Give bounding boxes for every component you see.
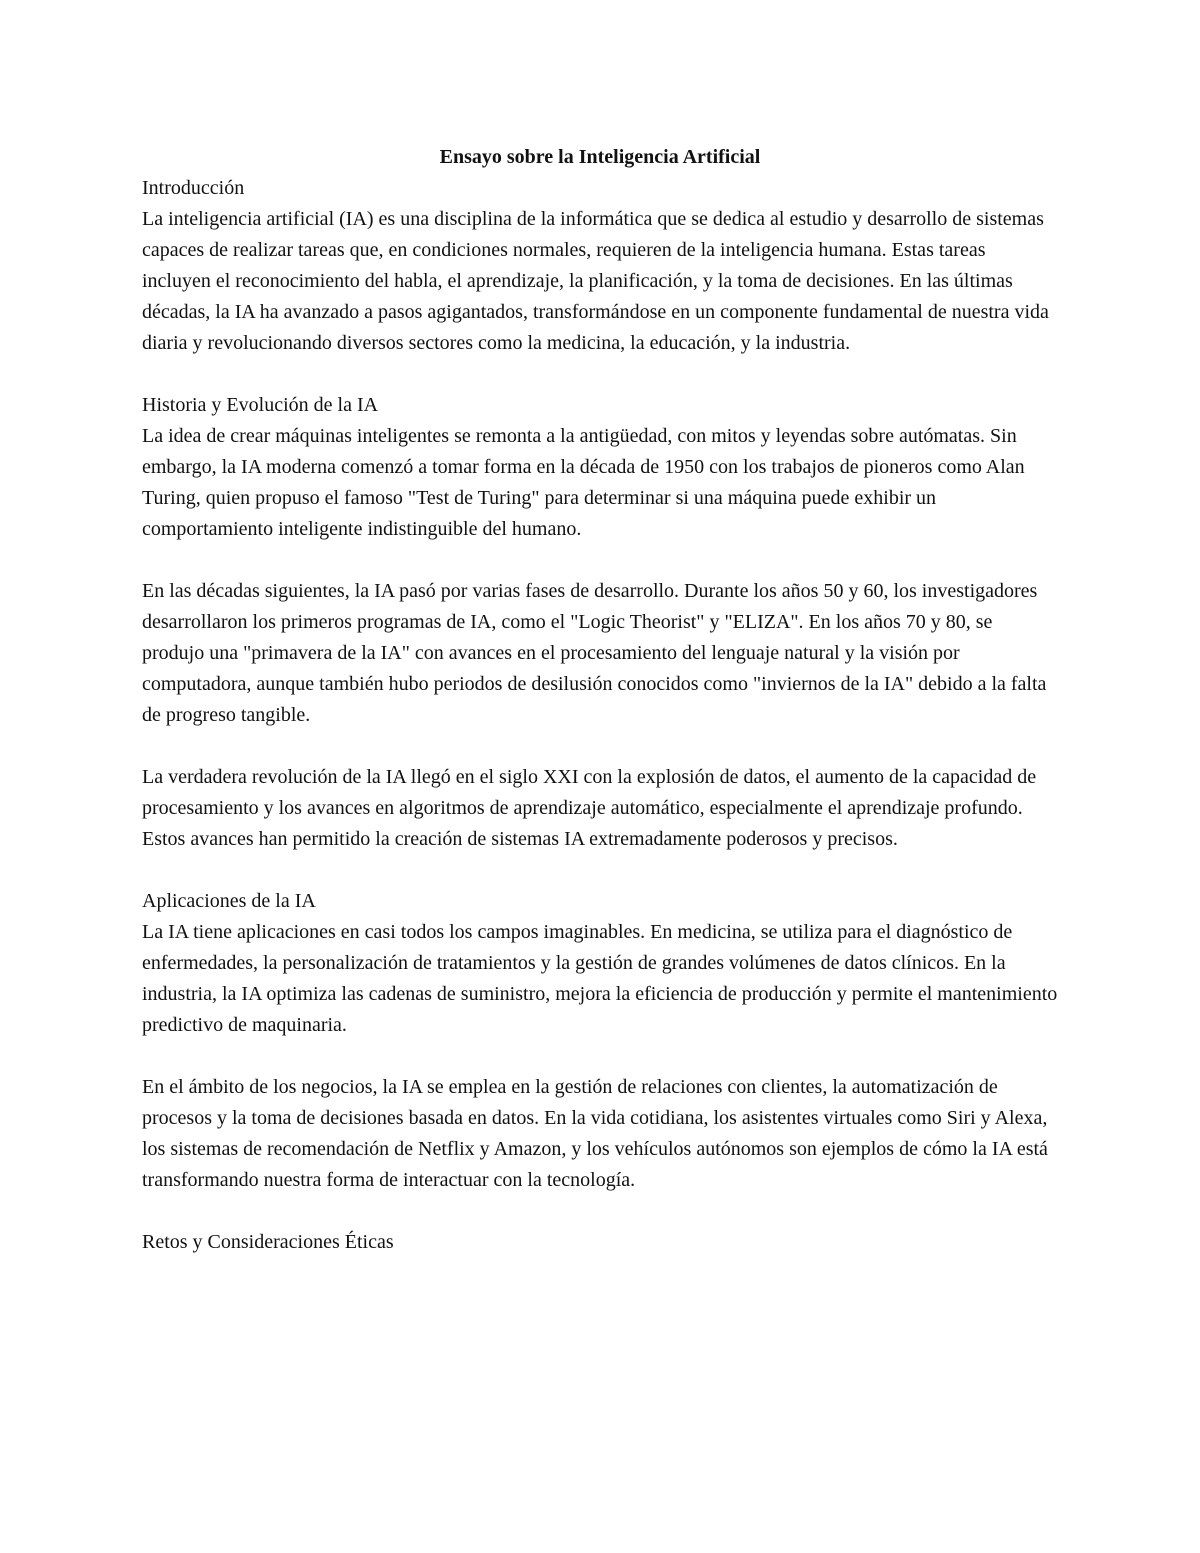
section-heading-introduccion: Introducción (142, 177, 245, 199)
paragraph-historia-1: La idea de crear máquinas inteligentes se remonta a la antigüedad, con mitos y leyendas sobre autómatas. Sin embargo, la IA moderna comenzó a tomar forma en la década de 1950 con los trabajos de pioneros como Alan Turing, quien propuso el famoso "Test de Turing" para determinar si una máquina puede exhibir un comportamiento inteligente indistinguible del humano. (142, 425, 1025, 540)
section-heading-historia: Historia y Evolución de la IA (142, 394, 379, 416)
paragraph-introduccion: La inteligencia artificial (IA) es una disciplina de la informática que se dedica al estudio y desarrollo de sistemas capaces de realizar tareas que, en condiciones normales, requieren de la inteligencia humana. Estas tareas incluyen el reconocimiento del habla, el aprendizaje, la planificación, y la toma de decisiones. En las últimas décadas, la IA ha avanzado a pasos agigantados, transformándose en un componente fundamental de nuestra vida diaria y revolucionando diversos sectores como la medicina, la educación, y la industria. (142, 208, 1049, 354)
paragraph-spacer (142, 545, 1058, 576)
paragraph-spacer (142, 359, 1058, 390)
paragraph-spacer (142, 855, 1058, 886)
document-body (142, 142, 1058, 1258)
paragraph-aplicaciones-2: En el ámbito de los negocios, la IA se emplea en la gestión de relaciones con clientes, la automatización de procesos y la toma de decisiones basada en datos. En la vida cotidiana, los asistentes virtuales como Siri y Alexa, los sistemas de recomendación de Netflix y Amazon, y los vehículos autónomos son ejemplos de cómo la IA está transformando nuestra forma de interactuar con la tecnología. (142, 1076, 1048, 1191)
paragraph-spacer (142, 731, 1058, 762)
paragraph-spacer (142, 1196, 1058, 1227)
section-heading-retos: Retos y Consideraciones Éticas (142, 1231, 394, 1253)
document-title: Ensayo sobre la Inteligencia Artificial (439, 146, 761, 168)
paragraph-historia-3: La verdadera revolución de la IA llegó en el siglo XXI con la explosión de datos, el aumento de la capacidad de procesamiento y los avances en algoritmos de aprendizaje automático, especialmente el aprendizaje profundo. Estos avances han permitido la creación de sistemas IA extremadamente poderosos y precisos. (142, 766, 1037, 850)
paragraph-spacer (142, 1041, 1058, 1072)
paragraph-aplicaciones-1: La IA tiene aplicaciones en casi todos los campos imaginables. En medicina, se utiliza para el diagnóstico de enfermedades, la personalización de tratamientos y la gestión de grandes volúmenes de datos clínicos. En la industria, la IA optimiza las cadenas de suministro, mejora la eficiencia de producción y permite el mantenimiento predictivo de maquinaria. (142, 921, 1058, 1036)
section-heading-aplicaciones: Aplicaciones de la IA (142, 890, 316, 912)
paragraph-historia-2: En las décadas siguientes, la IA pasó por varias fases de desarrollo. Durante los años 50 y 60, los investigadores desarrollaron los primeros programas de IA, como el "Logic Theorist" y "ELIZA". En los años 70 y 80, se produjo una "primavera de la IA" con avances en el procesamiento del lenguaje natural y la visión por computadora, aunque también hubo periodos de desilusión conocidos como "inviernos de la IA" debido a la falta de progreso tangible. (142, 580, 1047, 726)
